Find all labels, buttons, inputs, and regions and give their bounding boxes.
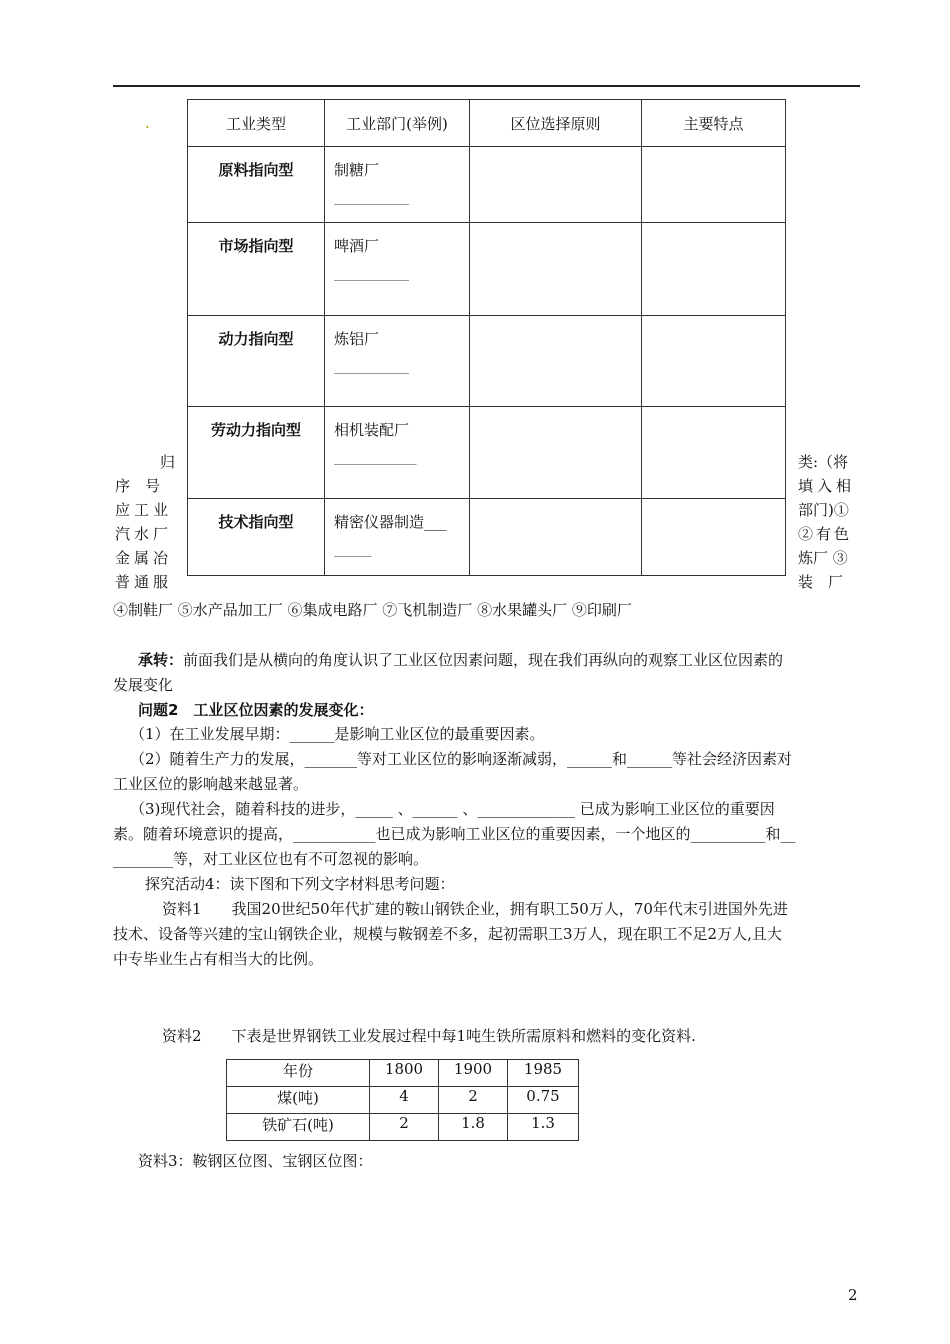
- side-line: 普通服: [115, 573, 173, 591]
- principle-cell[interactable]: [470, 223, 642, 316]
- dept-name: 啤酒厂: [334, 237, 380, 255]
- material-text: 技术、设备等兴建的宝山钢铁企业，规模与鞍钢差不多，起初需职工3万人，现在职工不足2万人,且大: [113, 925, 782, 943]
- dept-cell: [325, 407, 470, 499]
- type-cell: 技术指向型: [188, 499, 325, 576]
- feature-cell[interactable]: [642, 316, 786, 407]
- header-rule: [113, 85, 860, 87]
- header-cell: 工业部门(举例): [325, 100, 470, 147]
- side-text-left: [115, 450, 175, 594]
- transition-label: 承转：: [138, 651, 184, 669]
- table-cell: 铁矿石(吨): [227, 1114, 370, 1141]
- principle-cell[interactable]: [470, 147, 642, 223]
- question-item: （2）随着生产力的发展，_______等对工业区位的影响逐渐减弱，______和______等社会经济因素对: [130, 750, 793, 768]
- side-text-right: [798, 450, 868, 594]
- side-line: 装 厂: [798, 573, 844, 591]
- question-item: 工业区位的影响越来越显著。: [113, 775, 309, 793]
- feature-cell[interactable]: [642, 407, 786, 499]
- question-item: ________等，对工业区位也有不可忽视的影响。: [113, 850, 429, 868]
- type-cell: 原料指向型: [188, 147, 325, 223]
- header-cell: 工业类型: [188, 100, 325, 147]
- question-item: （3)现代社会，随着科技的进步，_____ 、______ 、_____________ 已成为影响工业区位的重要因: [130, 800, 775, 818]
- side-line: ②有色: [798, 525, 853, 543]
- header-cell: 年份: [227, 1060, 370, 1087]
- feature-cell[interactable]: [642, 223, 786, 316]
- type-cell: 市场指向型: [188, 223, 325, 316]
- side-line: 炼厂 ③: [798, 549, 848, 567]
- feature-cell[interactable]: [642, 499, 786, 576]
- side-line: 归: [159, 453, 175, 471]
- material-text: 中专毕业生占有相当大的比例。: [113, 950, 324, 968]
- activity-heading: 探究活动4：读下图和下列文字材料思考问题：: [145, 875, 455, 893]
- table-cell: 1.3: [508, 1114, 579, 1141]
- page-number: 2: [848, 1286, 858, 1304]
- type-cell: 劳动力指向型: [188, 407, 325, 499]
- table-cell: 1.8: [439, 1114, 508, 1141]
- industry-type-table: [187, 99, 786, 576]
- blank-line[interactable]: __________: [334, 356, 409, 374]
- principle-cell[interactable]: [470, 316, 642, 407]
- side-line: 类:（将: [798, 453, 849, 471]
- blank-line[interactable]: ___________: [334, 447, 417, 465]
- question-item: 素。随着环境意识的提高，___________也已成为影响工业区位的重要因素，一个地区的__________和__: [113, 825, 796, 843]
- dept-name: 相机装配厂: [334, 421, 410, 439]
- dept-cell: [325, 147, 470, 223]
- table-cell: 2: [370, 1114, 439, 1141]
- header-cell: 1985: [508, 1060, 579, 1087]
- dept-cell: [325, 499, 470, 576]
- type-cell: 动力指向型: [188, 316, 325, 407]
- header-cell: 1900: [439, 1060, 508, 1087]
- side-line: 序 号: [115, 477, 161, 495]
- table-cell: 4: [370, 1087, 439, 1114]
- header-cell: 主要特点: [642, 100, 786, 147]
- steel-raw-material-table: [226, 1059, 579, 1141]
- feature-cell[interactable]: [642, 147, 786, 223]
- principle-cell[interactable]: [470, 407, 642, 499]
- side-line: 汽水厂: [115, 525, 173, 543]
- material-text: 资料3：鞍钢区位图、宝钢区位图：: [138, 1152, 373, 1170]
- table-cell: 煤(吨): [227, 1087, 370, 1114]
- question-item: （1）在工业发展早期：______是影响工业区位的最重要因素。: [130, 725, 545, 743]
- side-line: 部门)①: [798, 501, 849, 519]
- header-cell: 1800: [370, 1060, 439, 1087]
- question-title: 问题2 工业区位因素的发展变化：: [138, 701, 374, 719]
- table-cell: 2: [439, 1087, 508, 1114]
- marker-dot: .: [145, 114, 150, 132]
- material-text: 资料2 下表是世界钢铁工业发展过程中每1吨生铁所需原料和燃料的变化资料.: [162, 1027, 696, 1045]
- blank-line[interactable]: __________: [334, 187, 409, 205]
- principle-cell[interactable]: [470, 499, 642, 576]
- transition-text: 发展变化: [113, 676, 174, 694]
- side-line: 填入相: [798, 477, 856, 495]
- dept-cell: [325, 223, 470, 316]
- dept-cell: [325, 316, 470, 407]
- side-line: 应工业: [115, 501, 173, 519]
- material-text: 资料1 我国20世纪50年代扩建的鞍山钢铁企业，拥有职工50万人，70年代末引进国外先进: [162, 900, 788, 918]
- blank-line[interactable]: _____: [334, 539, 372, 557]
- industry-list: ④制鞋厂 ⑤水产品加工厂 ⑥集成电路厂 ⑦飞机制造厂 ⑧水果罐头厂 ⑨印刷厂: [113, 601, 632, 619]
- dept-name: 制糖厂: [334, 161, 380, 179]
- transition-text: 前面我们是从横向的角度认识了工业区位因素问题，现在我们再纵向的观察工业区位因素的: [183, 651, 784, 669]
- dept-name: 炼铝厂: [334, 330, 380, 348]
- side-line: 金属冶: [115, 549, 173, 567]
- dept-name: 精密仪器制造___: [334, 513, 447, 531]
- table-cell: 0.75: [508, 1087, 579, 1114]
- blank-line[interactable]: __________: [334, 263, 409, 281]
- header-cell: 区位选择原则: [470, 100, 642, 147]
